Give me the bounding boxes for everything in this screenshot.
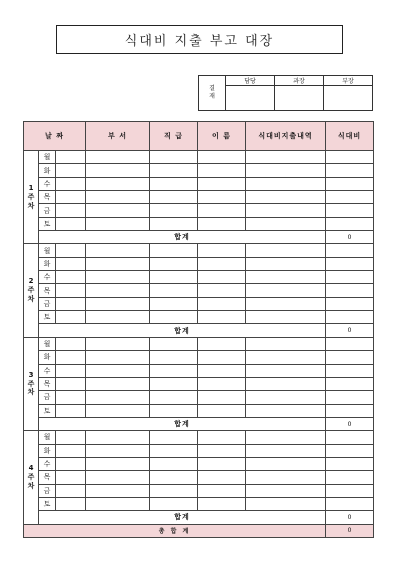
day-row bbox=[24, 191, 374, 204]
department-input-cell[interactable] bbox=[86, 204, 150, 217]
date-input-cell[interactable] bbox=[56, 377, 86, 390]
department-input-cell[interactable] bbox=[86, 377, 150, 390]
approval-sign-manager[interactable] bbox=[275, 86, 324, 111]
name-input-cell[interactable] bbox=[198, 257, 246, 270]
rank-input-cell[interactable] bbox=[150, 444, 198, 457]
name-input-cell[interactable] bbox=[198, 271, 246, 284]
meal-cost-input-cell[interactable] bbox=[326, 471, 374, 484]
department-input-cell[interactable] bbox=[86, 164, 150, 177]
rank-input-cell[interactable] bbox=[150, 284, 198, 297]
weekday-cell: 토 bbox=[39, 311, 56, 324]
week-label: 1 주 차 bbox=[24, 151, 39, 244]
department-input-cell[interactable] bbox=[86, 364, 150, 377]
expense-details-input-cell[interactable] bbox=[246, 244, 326, 257]
weekday-cell: 화 bbox=[39, 164, 56, 177]
meal-cost-input-cell[interactable] bbox=[326, 364, 374, 377]
weekday-cell: 화 bbox=[39, 351, 56, 364]
weekday-cell: 수 bbox=[39, 364, 56, 377]
expense-details-input-cell[interactable] bbox=[246, 444, 326, 457]
date-input-cell[interactable] bbox=[56, 284, 86, 297]
expense-details-input-cell[interactable] bbox=[246, 497, 326, 510]
name-input-cell[interactable] bbox=[198, 497, 246, 510]
week-label: 3 주 차 bbox=[24, 337, 39, 430]
name-input-cell[interactable] bbox=[198, 244, 246, 257]
weekday-cell: 수 bbox=[39, 271, 56, 284]
rank-input-cell[interactable] bbox=[150, 391, 198, 404]
department-input-cell[interactable] bbox=[86, 337, 150, 350]
approval-sign-director[interactable] bbox=[324, 86, 373, 111]
meal-cost-input-cell[interactable] bbox=[326, 191, 374, 204]
department-input-cell[interactable] bbox=[86, 457, 150, 470]
day-row bbox=[24, 271, 374, 284]
department-input-cell[interactable] bbox=[86, 297, 150, 310]
day-row bbox=[24, 297, 374, 310]
date-input-cell[interactable] bbox=[56, 151, 86, 164]
date-input-cell[interactable] bbox=[56, 484, 86, 497]
approval-role-director: 부장 bbox=[324, 76, 373, 86]
weekday-cell: 목 bbox=[39, 471, 56, 484]
name-input-cell[interactable] bbox=[198, 457, 246, 470]
day-row bbox=[24, 164, 374, 177]
day-row bbox=[24, 364, 374, 377]
rank-input-cell[interactable] bbox=[150, 471, 198, 484]
day-row bbox=[24, 284, 374, 297]
meal-cost-input-cell[interactable] bbox=[326, 217, 374, 230]
meal-cost-input-cell[interactable] bbox=[326, 311, 374, 324]
header-name: 이 름 bbox=[198, 122, 246, 151]
approval-label: 결 재 bbox=[199, 76, 226, 111]
document-title: 식대비 지출 부고 대장 bbox=[56, 25, 343, 54]
rank-input-cell[interactable] bbox=[150, 497, 198, 510]
day-row bbox=[24, 471, 374, 484]
weekday-cell: 월 bbox=[39, 431, 56, 444]
rank-input-cell[interactable] bbox=[150, 204, 198, 217]
meal-cost-input-cell[interactable] bbox=[326, 431, 374, 444]
expense-details-input-cell[interactable] bbox=[246, 311, 326, 324]
header-meal-cost: 식대비 bbox=[326, 122, 374, 151]
day-row bbox=[24, 244, 374, 257]
expense-details-input-cell[interactable] bbox=[246, 404, 326, 417]
rank-input-cell[interactable] bbox=[150, 297, 198, 310]
date-input-cell[interactable] bbox=[56, 457, 86, 470]
weekday-cell: 월 bbox=[39, 151, 56, 164]
date-input-cell[interactable] bbox=[56, 257, 86, 270]
expense-details-input-cell[interactable] bbox=[246, 151, 326, 164]
meal-cost-input-cell[interactable] bbox=[326, 164, 374, 177]
name-input-cell[interactable] bbox=[198, 471, 246, 484]
weekday-cell: 토 bbox=[39, 497, 56, 510]
day-row bbox=[24, 257, 374, 270]
rank-input-cell[interactable] bbox=[150, 457, 198, 470]
approval-sign-staff[interactable] bbox=[226, 86, 275, 111]
rank-input-cell[interactable] bbox=[150, 271, 198, 284]
expense-details-input-cell[interactable] bbox=[246, 177, 326, 190]
department-input-cell[interactable] bbox=[86, 177, 150, 190]
weekday-cell: 화 bbox=[39, 257, 56, 270]
meal-cost-input-cell[interactable] bbox=[326, 151, 374, 164]
expense-details-input-cell[interactable] bbox=[246, 471, 326, 484]
meal-cost-input-cell[interactable] bbox=[326, 457, 374, 470]
expense-details-input-cell[interactable] bbox=[246, 164, 326, 177]
weekday-cell: 월 bbox=[39, 337, 56, 350]
name-input-cell[interactable] bbox=[198, 284, 246, 297]
approval-box bbox=[198, 75, 373, 111]
subtotal-value: 0 bbox=[326, 511, 374, 524]
weekday-cell: 수 bbox=[39, 457, 56, 470]
department-input-cell[interactable] bbox=[86, 284, 150, 297]
department-input-cell[interactable] bbox=[86, 217, 150, 230]
week-label: 2 주 차 bbox=[24, 244, 39, 337]
expense-details-input-cell[interactable] bbox=[246, 271, 326, 284]
day-row bbox=[24, 404, 374, 417]
day-row bbox=[24, 391, 374, 404]
ledger-body bbox=[24, 151, 374, 538]
day-row bbox=[24, 484, 374, 497]
department-input-cell[interactable] bbox=[86, 351, 150, 364]
day-row bbox=[24, 217, 374, 230]
rank-input-cell[interactable] bbox=[150, 404, 198, 417]
rank-input-cell[interactable] bbox=[150, 484, 198, 497]
day-row bbox=[24, 497, 374, 510]
subtotal-label: 합계 bbox=[39, 324, 326, 337]
date-input-cell[interactable] bbox=[56, 191, 86, 204]
meal-cost-input-cell[interactable] bbox=[326, 284, 374, 297]
expense-details-input-cell[interactable] bbox=[246, 337, 326, 350]
weekday-cell: 금 bbox=[39, 484, 56, 497]
subtotal-label: 합계 bbox=[39, 417, 326, 430]
date-input-cell[interactable] bbox=[56, 164, 86, 177]
expense-details-input-cell[interactable] bbox=[246, 204, 326, 217]
name-input-cell[interactable] bbox=[198, 364, 246, 377]
expense-details-input-cell[interactable] bbox=[246, 457, 326, 470]
subtotal-label: 합계 bbox=[39, 231, 326, 244]
rank-input-cell[interactable] bbox=[150, 244, 198, 257]
meal-cost-input-cell[interactable] bbox=[326, 297, 374, 310]
week-label: 4 주 차 bbox=[24, 431, 39, 524]
date-input-cell[interactable] bbox=[56, 204, 86, 217]
day-row bbox=[24, 457, 374, 470]
subtotal-row bbox=[24, 511, 374, 524]
weekday-cell: 금 bbox=[39, 204, 56, 217]
expense-details-input-cell[interactable] bbox=[246, 351, 326, 364]
rank-input-cell[interactable] bbox=[150, 217, 198, 230]
day-row bbox=[24, 351, 374, 364]
department-input-cell[interactable] bbox=[86, 244, 150, 257]
day-row bbox=[24, 431, 374, 444]
rank-input-cell[interactable] bbox=[150, 351, 198, 364]
department-input-cell[interactable] bbox=[86, 391, 150, 404]
weekday-cell: 목 bbox=[39, 377, 56, 390]
department-input-cell[interactable] bbox=[86, 444, 150, 457]
subtotal-row bbox=[24, 417, 374, 430]
name-input-cell[interactable] bbox=[198, 391, 246, 404]
name-input-cell[interactable] bbox=[198, 297, 246, 310]
date-input-cell[interactable] bbox=[56, 364, 86, 377]
approval-role-staff: 담당 bbox=[226, 76, 275, 86]
meal-cost-input-cell[interactable] bbox=[326, 257, 374, 270]
date-input-cell[interactable] bbox=[56, 271, 86, 284]
subtotal-label: 합계 bbox=[39, 511, 326, 524]
name-input-cell[interactable] bbox=[198, 444, 246, 457]
rank-input-cell[interactable] bbox=[150, 364, 198, 377]
rank-input-cell[interactable] bbox=[150, 177, 198, 190]
subtotal-row bbox=[24, 231, 374, 244]
date-input-cell[interactable] bbox=[56, 311, 86, 324]
meal-cost-input-cell[interactable] bbox=[326, 351, 374, 364]
date-input-cell[interactable] bbox=[56, 351, 86, 364]
department-input-cell[interactable] bbox=[86, 191, 150, 204]
weekday-cell: 화 bbox=[39, 444, 56, 457]
header-date: 날 짜 bbox=[24, 122, 86, 151]
department-input-cell[interactable] bbox=[86, 471, 150, 484]
department-input-cell[interactable] bbox=[86, 484, 150, 497]
day-row bbox=[24, 311, 374, 324]
date-input-cell[interactable] bbox=[56, 431, 86, 444]
weekday-cell: 금 bbox=[39, 391, 56, 404]
name-input-cell[interactable] bbox=[198, 431, 246, 444]
rank-input-cell[interactable] bbox=[150, 151, 198, 164]
department-input-cell[interactable] bbox=[86, 257, 150, 270]
meal-cost-input-cell[interactable] bbox=[326, 244, 374, 257]
rank-input-cell[interactable] bbox=[150, 164, 198, 177]
day-row bbox=[24, 337, 374, 350]
meal-cost-input-cell[interactable] bbox=[326, 404, 374, 417]
date-input-cell[interactable] bbox=[56, 391, 86, 404]
weekday-cell: 월 bbox=[39, 244, 56, 257]
meal-expense-ledger bbox=[23, 121, 374, 538]
rank-input-cell[interactable] bbox=[150, 191, 198, 204]
rank-input-cell[interactable] bbox=[150, 311, 198, 324]
rank-input-cell[interactable] bbox=[150, 337, 198, 350]
weekday-cell: 목 bbox=[39, 284, 56, 297]
department-input-cell[interactable] bbox=[86, 404, 150, 417]
name-input-cell[interactable] bbox=[198, 404, 246, 417]
expense-details-input-cell[interactable] bbox=[246, 364, 326, 377]
name-input-cell[interactable] bbox=[198, 204, 246, 217]
expense-details-input-cell[interactable] bbox=[246, 284, 326, 297]
weekday-cell: 토 bbox=[39, 404, 56, 417]
rank-input-cell[interactable] bbox=[150, 431, 198, 444]
grand-total-label: 총 합 계 bbox=[24, 524, 326, 537]
name-input-cell[interactable] bbox=[198, 311, 246, 324]
weekday-cell: 목 bbox=[39, 191, 56, 204]
expense-details-input-cell[interactable] bbox=[246, 377, 326, 390]
expense-details-input-cell[interactable] bbox=[246, 217, 326, 230]
department-input-cell[interactable] bbox=[86, 431, 150, 444]
meal-cost-input-cell[interactable] bbox=[326, 444, 374, 457]
name-input-cell[interactable] bbox=[198, 164, 246, 177]
date-input-cell[interactable] bbox=[56, 297, 86, 310]
date-input-cell[interactable] bbox=[56, 471, 86, 484]
meal-cost-input-cell[interactable] bbox=[326, 204, 374, 217]
meal-cost-input-cell[interactable] bbox=[326, 271, 374, 284]
header-rank: 직 급 bbox=[150, 122, 198, 151]
expense-details-input-cell[interactable] bbox=[246, 431, 326, 444]
day-row bbox=[24, 177, 374, 190]
name-input-cell[interactable] bbox=[198, 484, 246, 497]
name-input-cell[interactable] bbox=[198, 377, 246, 390]
subtotal-value: 0 bbox=[326, 324, 374, 337]
expense-details-input-cell[interactable] bbox=[246, 297, 326, 310]
expense-details-input-cell[interactable] bbox=[246, 191, 326, 204]
name-input-cell[interactable] bbox=[198, 177, 246, 190]
grand-total-value: 0 bbox=[326, 524, 374, 537]
meal-cost-input-cell[interactable] bbox=[326, 497, 374, 510]
date-input-cell[interactable] bbox=[56, 444, 86, 457]
approval-role-manager: 과장 bbox=[275, 76, 324, 86]
name-input-cell[interactable] bbox=[198, 217, 246, 230]
date-input-cell[interactable] bbox=[56, 497, 86, 510]
day-row bbox=[24, 444, 374, 457]
expense-details-input-cell[interactable] bbox=[246, 484, 326, 497]
day-row bbox=[24, 151, 374, 164]
day-row bbox=[24, 377, 374, 390]
meal-cost-input-cell[interactable] bbox=[326, 177, 374, 190]
weekday-cell: 금 bbox=[39, 297, 56, 310]
department-input-cell[interactable] bbox=[86, 311, 150, 324]
day-row bbox=[24, 204, 374, 217]
subtotal-value: 0 bbox=[326, 231, 374, 244]
weekday-cell: 수 bbox=[39, 177, 56, 190]
name-input-cell[interactable] bbox=[198, 351, 246, 364]
department-input-cell[interactable] bbox=[86, 271, 150, 284]
header-department: 부 서 bbox=[86, 122, 150, 151]
date-input-cell[interactable] bbox=[56, 217, 86, 230]
meal-cost-input-cell[interactable] bbox=[326, 391, 374, 404]
name-input-cell[interactable] bbox=[198, 151, 246, 164]
department-input-cell[interactable] bbox=[86, 497, 150, 510]
subtotal-row bbox=[24, 324, 374, 337]
date-input-cell[interactable] bbox=[56, 244, 86, 257]
meal-cost-input-cell[interactable] bbox=[326, 377, 374, 390]
rank-input-cell[interactable] bbox=[150, 377, 198, 390]
date-input-cell[interactable] bbox=[56, 337, 86, 350]
name-input-cell[interactable] bbox=[198, 191, 246, 204]
subtotal-value: 0 bbox=[326, 417, 374, 430]
expense-details-input-cell[interactable] bbox=[246, 257, 326, 270]
name-input-cell[interactable] bbox=[198, 337, 246, 350]
weekday-cell: 토 bbox=[39, 217, 56, 230]
rank-input-cell[interactable] bbox=[150, 257, 198, 270]
meal-cost-input-cell[interactable] bbox=[326, 337, 374, 350]
date-input-cell[interactable] bbox=[56, 404, 86, 417]
header-expense-details: 식대비지출내역 bbox=[246, 122, 326, 151]
meal-cost-input-cell[interactable] bbox=[326, 484, 374, 497]
date-input-cell[interactable] bbox=[56, 177, 86, 190]
expense-details-input-cell[interactable] bbox=[246, 391, 326, 404]
department-input-cell[interactable] bbox=[86, 151, 150, 164]
grand-total-row bbox=[24, 524, 374, 537]
